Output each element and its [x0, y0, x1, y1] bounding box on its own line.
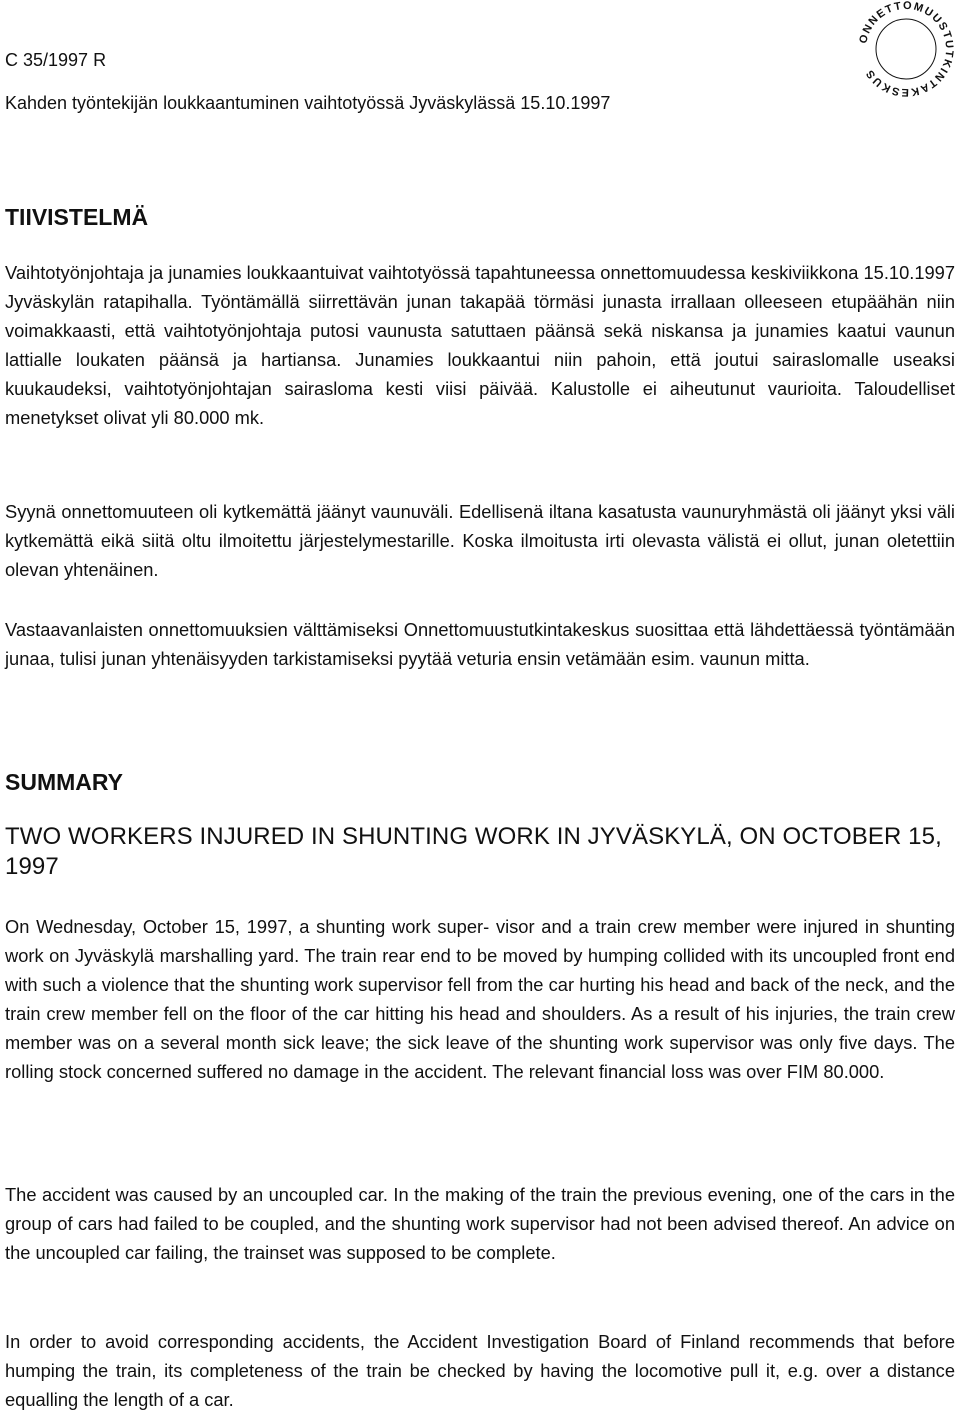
finnish-paragraph-3-block — [5, 615, 955, 673]
svg-text:ONNETTOMUUSTUTKINTAKESKUS — [857, 0, 955, 98]
english-paragraph-2: The accident was caused by an uncoupled car. In the making of the train the previous evening, one of the cars in the group of cars had failed to be coupled, and the shunting work supervisor had not been advised thereof. An advice on the uncoupled car failing, the trainset was supposed to be complete. — [5, 1184, 955, 1263]
document-code: C 35/1997 R — [5, 50, 107, 70]
finnish-paragraph-2: Syynä onnettomuuteen oli kytkemättä jäänyt vaunuväli. Edellisenä iltana kasatusta vaunuryhmästä oli jäänyt yksi väli kytkemättä eikä siitä oltu ilmoitettu järjestelymestarille. Koska ilmoitusta irti olevasta välistä ei ollut, junan oletettiin olevan yhtenäinen. — [5, 501, 955, 580]
document-subtitle: Kahden työntekijän loukkaantuminen vaihtotyössä Jyväskylässä 15.10.1997 — [5, 93, 611, 113]
finnish-summary-heading: TIIVISTELMÄ — [5, 204, 149, 230]
seal-text: ONNETTOMUUSTUTKINTAKESKUS — [857, 0, 955, 98]
finnish-summary-heading-block — [5, 203, 955, 231]
english-paragraph-3: In order to avoid corresponding accidents, the Accident Investigation Board of Finland recommends that before humping the train, its completeness of the train be checked by having the locomotive pull it, e.g. over a distance equalling the length of a car. — [5, 1331, 955, 1410]
circular-seal-logo-icon — [857, 0, 955, 98]
english-paragraph-1: On Wednesday, October 15, 1997, a shunting work super- visor and a train crew member were injured in shunting work on Jyväskylä marshalling yard. The train rear end to be moved by humping collided with its uncoupled front end with such a violence that the shunting work supervisor fell from the car hurting his head and back of the neck, and the train crew member fell on the floor of the car hitting his head and shoulders. As a result of his injuries, the train crew member was on a several month sick leave; the sick leave of the shunting work supervisor was only five days. The rolling stock concerned suffered no damage in the accident. The relevant financial loss was over FIM 80.000. — [5, 916, 955, 1082]
finnish-paragraph-1: Vaihtotyönjohtaja ja junamies loukkaantuivat vaihtotyössä tapahtuneessa onnettomuudessa keskiviikkona 15.10.1997 Jyväskylän ratapihalla. Työntämällä siirrettävän junan takapää törmäsi junasta irrallaan olleeseen etupäähän niin voimakkaasti, että vaihtotyönjohtaja putosi vaunusta satuttaen päänsä sekä niskansa ja junamies kaatui vaunun lattialle loukaten päänsä ja hartiansa. Junamies loukkaantui niin pahoin, että joutui sairaslomalle useaksi kuukaudeksi, vaihtotyönjohtajan sairasloma kesti viisi päivää. Kalustolle ei aiheutunut vaurioita. Taloudelliset menetykset olivat yli 80.000 mk. — [5, 262, 955, 428]
english-paragraph-2-block — [5, 1180, 955, 1267]
finnish-paragraph-1-block — [5, 258, 955, 432]
finnish-paragraph-2-block — [5, 497, 955, 584]
english-subtitle-block — [5, 822, 955, 882]
english-paragraph-1-block — [5, 912, 955, 1086]
english-summary-heading: SUMMARY — [5, 769, 123, 795]
finnish-paragraph-3: Vastaavanlaisten onnettomuuksien välttämiseksi Onnettomuustutkintakeskus suosittaa että lähdettäessä työntämään junaa, tulisi junan yhtenäisyyden tarkistamiseksi pyytää veturia ensin vetämään esim. vaunun mitta. — [5, 619, 955, 669]
english-summary-heading-block — [5, 768, 955, 796]
seal-graphic — [857, 0, 955, 98]
english-subtitle: TWO WORKERS INJURED IN SHUNTING WORK IN JYVÄSKYLÄ, ON OCTOBER 15, 1997 — [5, 823, 942, 880]
english-paragraph-3-block — [5, 1327, 955, 1414]
